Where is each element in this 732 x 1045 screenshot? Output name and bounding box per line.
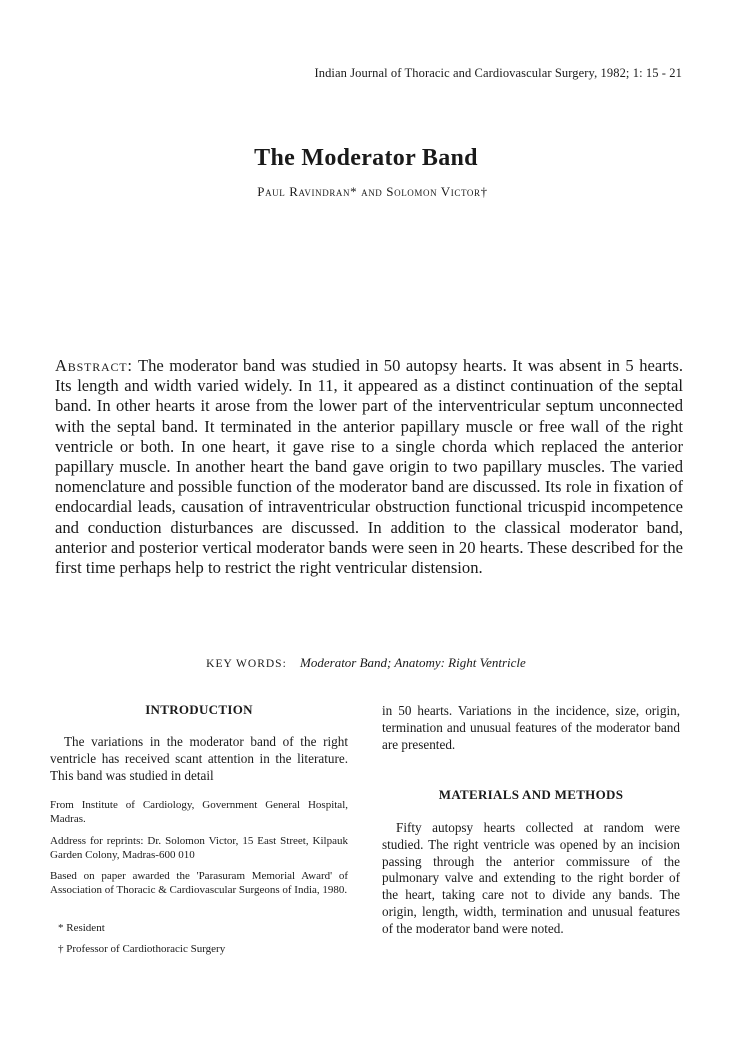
abstract [55, 356, 683, 578]
introduction-paragraph: The variations in the moderator band of the right ventricle has received scant attention in the literature. This band was studied in detail [50, 734, 348, 783]
footnote-award: Based on paper awarded the 'Parasuram Memorial Award' of Association of Thoracic & Cardiovascular Surgeons of India, 1980. [50, 870, 348, 896]
author-ravindran: Paul Ravindran [257, 184, 351, 199]
abstract-text: The moderator band was studied in 50 autopsy hearts. It was absent in 5 hearts. Its length and width varied widely. In 11, it appeared as a distinct continuation of the septal band. In other hearts it arose from the lower part of the interventricular septum unconnected with the septal band. It terminated in the anterior papillary muscle or free wall of the right ventricle or both. In one heart, it gave rise to a single chorda which replaced the anterior papillary muscle. In another heart the band gave origin to two papillary muscles. The varied nomenclature and possible function of the moderator band are discussed. Its role in fixation of endocardial leads, causation of intraventricular obstruction functional tricuspid incompetence and conduction disturbances are discussed. In addition to the classical moderator band, anterior and posterior vertical moderator bands were seen in 20 hearts. These described for the first time perhaps help to restrict the right ventricular distension. [55, 356, 683, 578]
footnote-resident: * Resident [58, 922, 105, 934]
keywords [0, 655, 732, 671]
methods-paragraph: Fifty autopsy hearts collected at random were studied. The right ventricle was opened by an incision passing through the anterior commissure of the pulmonary valve and extending to the right border of the heart, taking care not to divide any bands. The origin, length, width, termination and unusual features of the moderator band were noted. [382, 820, 680, 936]
author-conjunction: and [361, 184, 383, 199]
author2-mark: † [480, 184, 488, 199]
keywords-label: KEY WORDS: [206, 658, 287, 670]
footnote-reprints: Address for reprints: Dr. Solomon Victor, 15 East Street, Kilpauk Garden Colony, Madras-600 010 [50, 835, 348, 861]
introduction-continued: in 50 hearts. Variations in the incidence, size, origin, termination and unusual features of the moderator band are presented. [382, 703, 680, 752]
journal-citation: Indian Journal of Thoracic and Cardiovascular Surgery, 1982; 1: 15 - 21 [314, 66, 682, 80]
introduction-heading: INTRODUCTION [145, 702, 253, 717]
footnote-professor: † Professor of Cardiothoracic Surgery [58, 943, 226, 955]
abstract-label: Abstract: [55, 356, 133, 375]
author-line [0, 184, 732, 200]
author-victor: Solomon Victor [386, 184, 481, 199]
methods-heading: MATERIALS AND METHODS [438, 787, 624, 802]
author1-mark: * [350, 184, 358, 199]
article-title: The Moderator Band [254, 145, 478, 171]
footnote-institute: From Institute of Cardiology, Government General Hospital, Madras. [50, 799, 348, 825]
keywords-value: Moderator Band; Anatomy: Right Ventricle [300, 655, 526, 670]
